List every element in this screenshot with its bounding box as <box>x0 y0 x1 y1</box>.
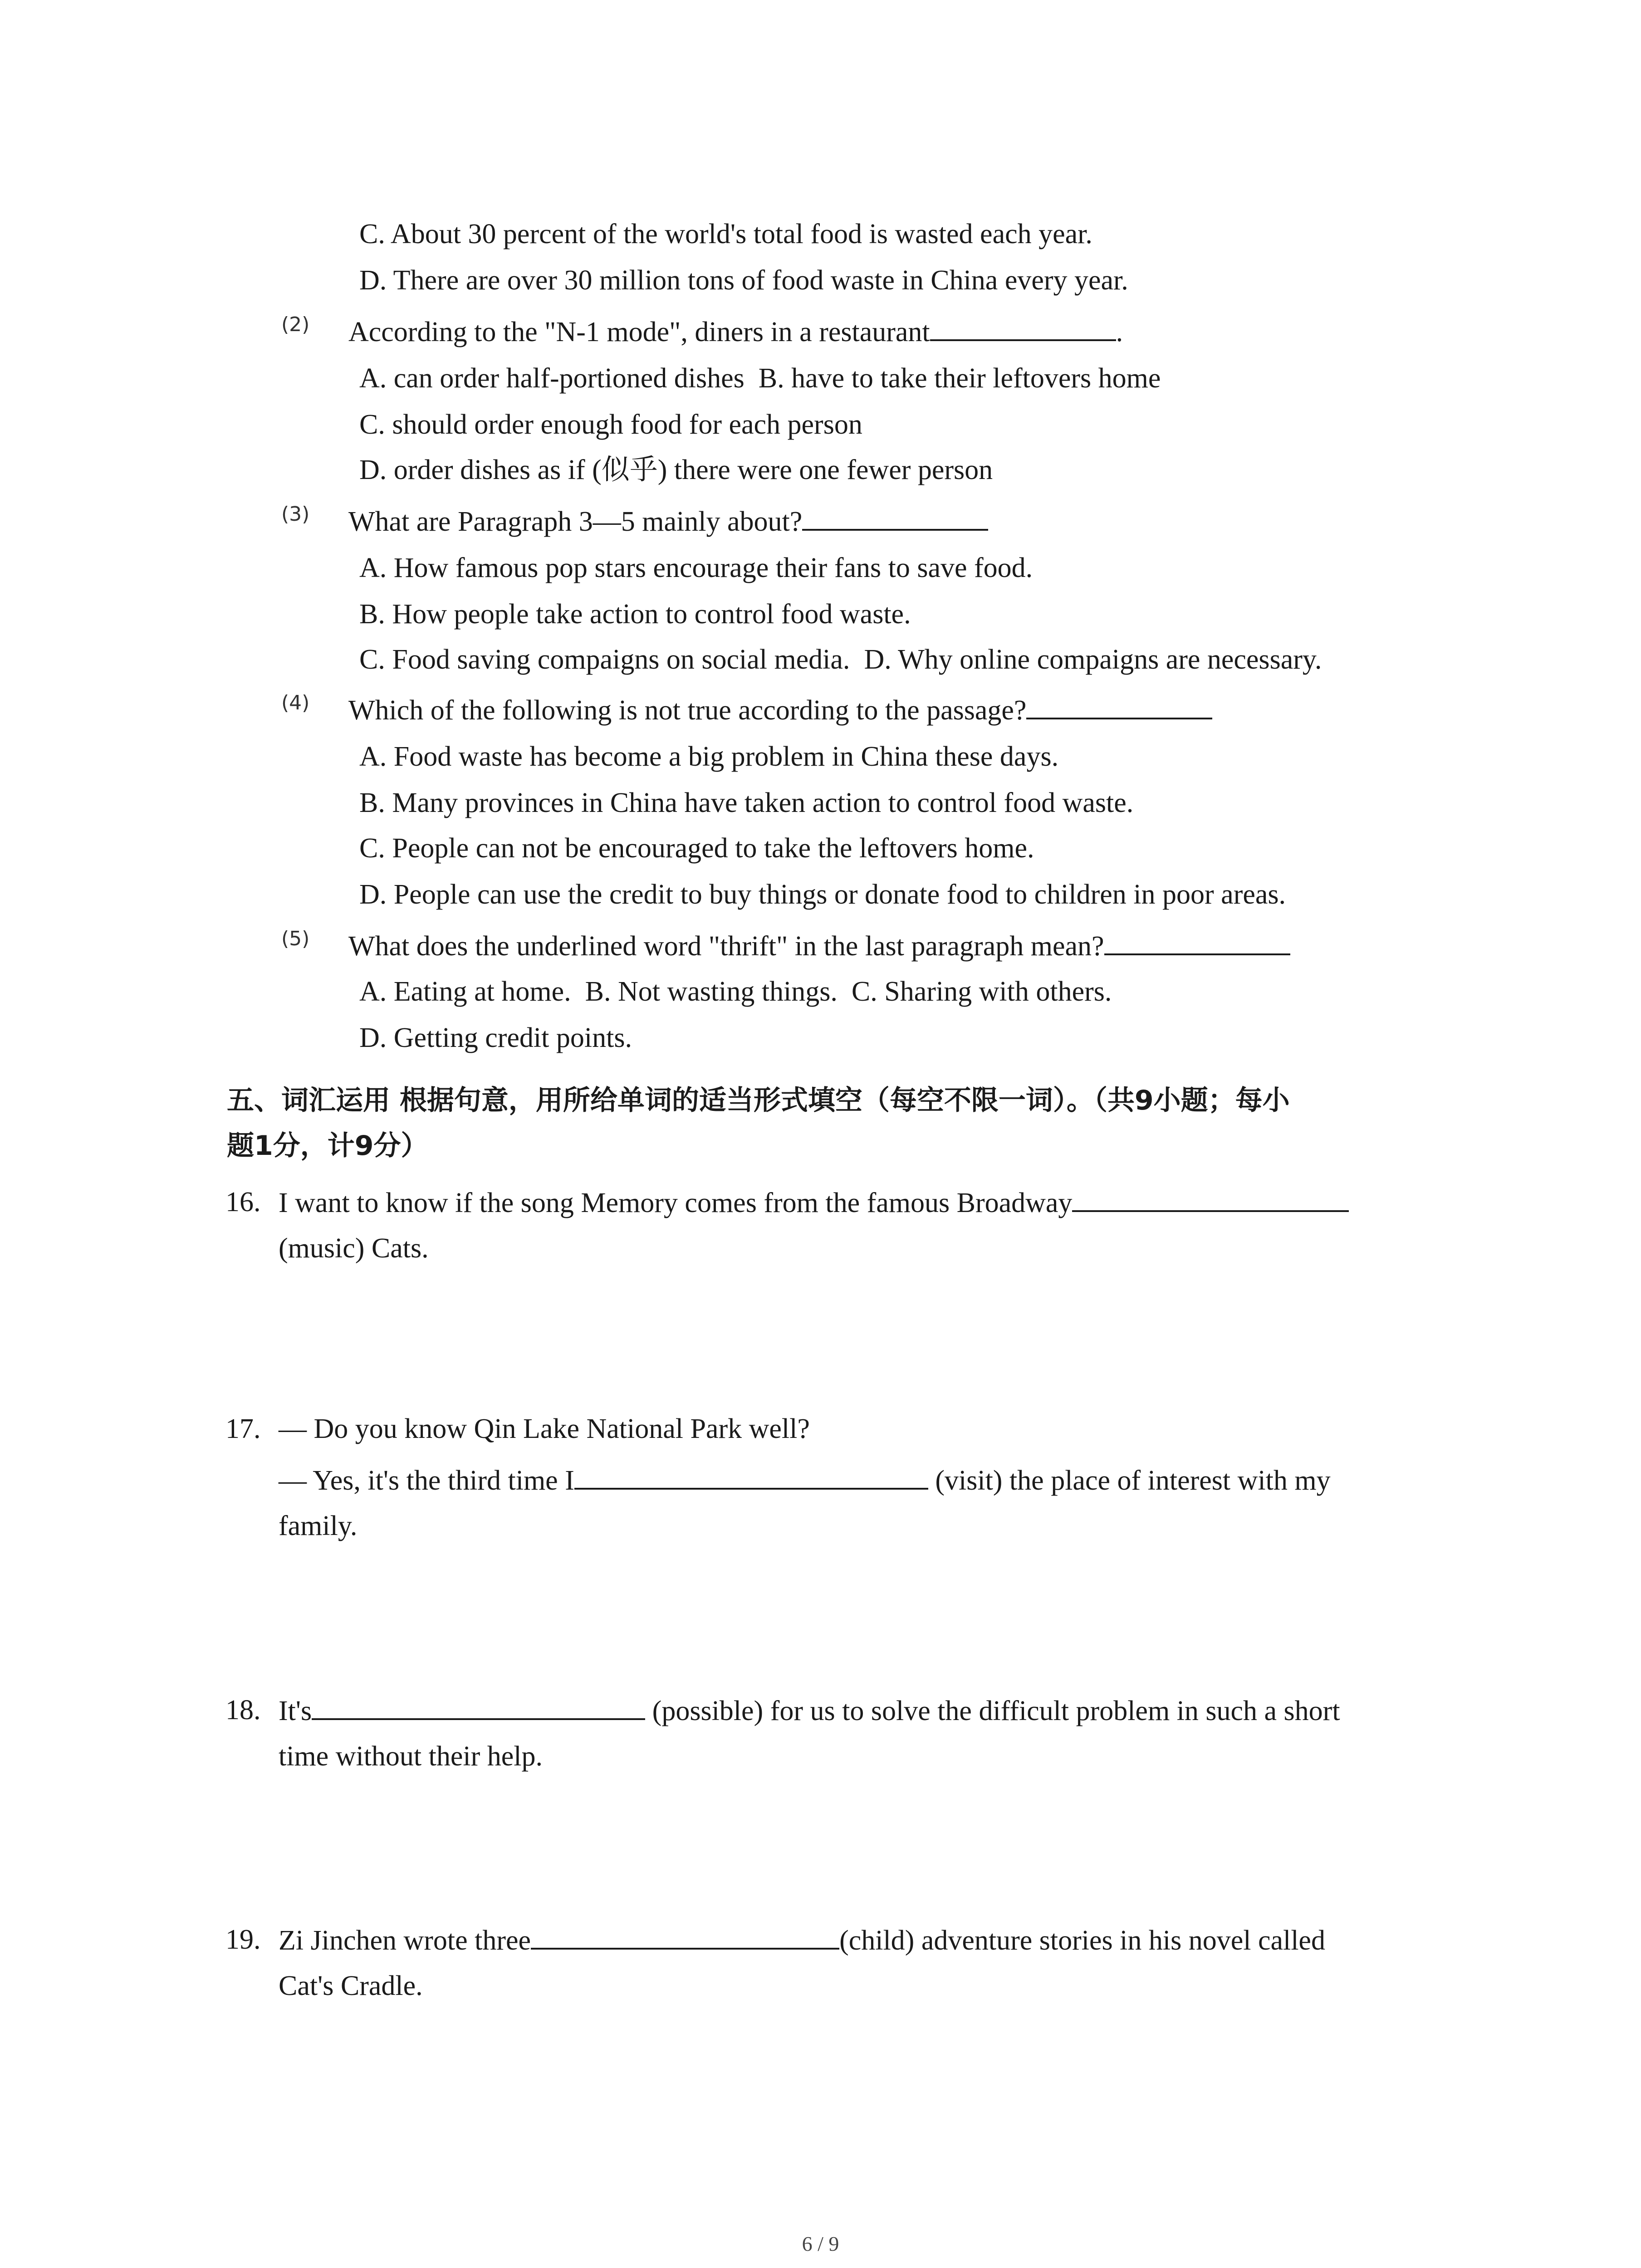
q17-number: 17. <box>225 1413 261 1444</box>
section-five-heading-line2: 题1分，计9分） <box>227 1130 428 1162</box>
q19-answer-blank[interactable] <box>531 1921 839 1950</box>
q2-option-c: C. should order enough food for each person <box>359 409 862 440</box>
q4-option-b: B. Many provinces in China have taken action to control food waste. <box>359 787 1134 818</box>
q2-stem <box>348 313 1123 350</box>
q17-text2a: — Yes, it's the third time I <box>279 1465 574 1496</box>
q17-text2b: (visit) the place of interest with my <box>935 1465 1331 1496</box>
q2-answer-blank[interactable] <box>930 313 1116 341</box>
page-number: 6 / 9 <box>802 2232 839 2255</box>
q19-number: 19. <box>225 1924 261 1955</box>
q16-line2: (music) Cats. <box>279 1233 429 1264</box>
q19-text1b: (child) adventure stories in his novel called <box>839 1925 1325 1956</box>
q3-option-c: C. Food saving compaigns on social media. <box>359 644 850 675</box>
q19-line2: Cat's Cradle. <box>279 1970 423 2001</box>
q18-text1a: It's <box>279 1696 312 1726</box>
q1-option-c: C. About 30 percent of the world's total food is wasted each year. <box>359 219 1092 249</box>
q2-stem-text: According to the "N-1 mode", diners in a restaurant <box>348 317 930 347</box>
q5-option-a: A. Eating at home. <box>359 976 571 1007</box>
q5-number: (5) <box>281 927 310 950</box>
q18-answer-blank[interactable] <box>312 1692 645 1720</box>
q2-option-d: D. order dishes as if (似乎) there were one fewer person <box>359 455 993 485</box>
q2-option-ab <box>359 360 1161 396</box>
q17-line2 <box>279 1461 1331 1499</box>
q5-option-b: B. Not wasting things. <box>585 976 838 1007</box>
q16-number: 16. <box>225 1187 261 1217</box>
q5-stem-text: What does the underlined word "thrift" in the last paragraph mean? <box>348 931 1104 962</box>
q5-option-d: D. Getting credit points. <box>359 1022 632 1053</box>
q2-stem-end: . <box>1116 317 1123 347</box>
q2-number: (2) <box>281 313 310 336</box>
q16-answer-blank[interactable] <box>1072 1184 1349 1212</box>
q3-option-cd <box>359 641 1322 678</box>
q4-option-d: D. People can use the credit to buy things or donate food to children in poor areas. <box>359 879 1286 910</box>
q4-option-a: A. Food waste has become a big problem in China these days. <box>359 741 1059 772</box>
q18-text1b: (possible) for us to solve the difficult problem in such a short <box>652 1696 1340 1726</box>
q4-number: (4) <box>281 691 310 714</box>
q18-line2: time without their help. <box>279 1741 543 1772</box>
q18-line1 <box>279 1692 1340 1729</box>
q5-answer-blank[interactable] <box>1104 927 1290 955</box>
q5-stem <box>348 927 1290 964</box>
q16-text1: I want to know if the song Memory comes from the famous Broadway <box>279 1188 1073 1218</box>
q5-option-abc <box>359 973 1112 1010</box>
q4-option-c: C. People can not be encouraged to take the leftovers home. <box>359 833 1034 864</box>
q4-answer-blank[interactable] <box>1026 691 1212 719</box>
q19-line1 <box>279 1921 1325 1959</box>
q17-line1: — Do you know Qin Lake National Park well? <box>279 1413 810 1444</box>
q16-line1 <box>279 1184 1349 1221</box>
q3-option-a: A. How famous pop stars encourage their fans to save food. <box>359 552 1033 583</box>
q3-stem-text: What are Paragraph 3—5 mainly about? <box>348 506 803 537</box>
q4-stem <box>348 691 1212 728</box>
q2-option-a: A. can order half-portioned dishes <box>359 363 745 394</box>
q17-answer-blank[interactable] <box>574 1461 928 1490</box>
q3-number: (3) <box>281 503 310 526</box>
q3-option-b: B. How people take action to control food waste. <box>359 599 911 630</box>
q5-option-c: C. Sharing with others. <box>851 976 1112 1007</box>
q4-stem-text: Which of the following is not true according to the passage? <box>348 695 1027 726</box>
q17-line3: family. <box>279 1510 358 1541</box>
q3-stem <box>348 503 988 540</box>
q19-text1a: Zi Jinchen wrote three <box>279 1925 531 1956</box>
q1-option-d: D. There are over 30 million tons of food waste in China every year. <box>359 265 1128 296</box>
section-five-heading-line1: 五、词汇运用 根据句意，用所给单词的适当形式填空（每空不限一词）。（共9小题；每小 <box>227 1085 1290 1116</box>
q2-option-b: B. have to take their leftovers home <box>758 363 1161 394</box>
q3-answer-blank[interactable] <box>802 503 988 531</box>
q18-number: 18. <box>225 1695 261 1725</box>
q3-option-d: D. Why online compaigns are necessary. <box>864 644 1322 675</box>
